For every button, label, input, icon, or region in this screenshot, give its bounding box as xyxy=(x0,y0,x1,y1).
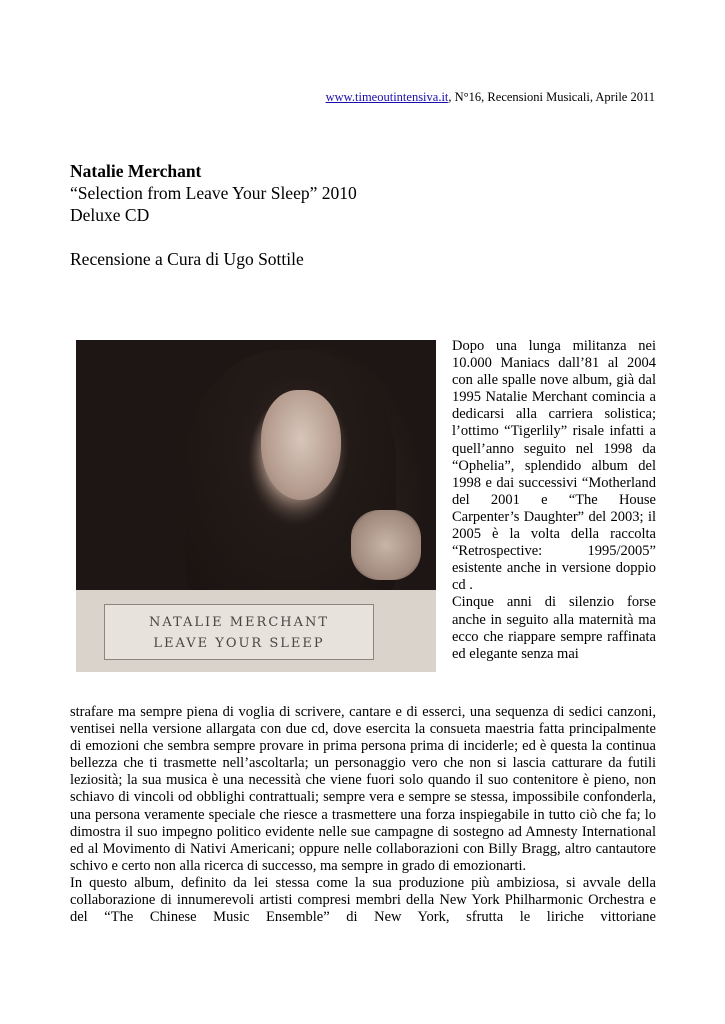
review-paragraph-3: In questo album, definito da lei stessa come la sua produzione più ambiziosa, si avvale della collaborazione di innumerevoli artisti compresi membri della New York Philharmonic Orchestra e del “The Chinese Music Ensemble” di New York, sfrutta le liriche vittoriane xyxy=(70,874,656,926)
review-paragraph-2-cont: strafare ma sempre piena di voglia di scrivere, cantare e di esserci, una sequenza di sedici canzoni, ventisei nella versione allargata con due cd, dove esercita la consueta maestria fatta principalmente di emozioni che sembra sempre provare in prima persona prima di inciderle; ed è questa la continua bellezza che ti trasmette nell’ascoltarla; un personaggio vero che non si lascia catturare da futili leziosità; la sua musica è una necessità che viene fuori solo quando il suo contenitore è pieno, non schiavo di vincoli od obblighi contrattuali; sempre vera e sempre se stessa, impossibile confonderla, una persona veramente speciale che riesce a trasmettere una forza inspiegabile in tutto ciò che fa; lo dimostra il suo impegno politico evidente nelle sue campagne di sostegno ad Amnesty International ed al Movimento di Nativi Americani; oppure nelle collaborazioni con Billy Bragg, altro cantautore schivo e certo non alla ricerca di successo, ma sempre in grado di emozionarti. xyxy=(70,704,656,874)
album-format: Deluxe CD xyxy=(70,205,150,225)
header-issue-info: , N°16, Recensioni Musicali, Aprile 2011 xyxy=(448,90,655,104)
review-paragraph-2-start: Cinque anni di silenzio forse anche in seguito alla maternità ma ecco che riappare sempre raffinata ed elegante senza mai xyxy=(452,594,656,662)
page-header xyxy=(326,90,655,105)
site-link[interactable]: www.timeoutintensiva.it xyxy=(325,90,449,104)
review-side-column xyxy=(452,338,656,663)
cover-album-text: LEAVE YOUR SLEEP xyxy=(153,636,325,651)
artist-name: Natalie Merchant xyxy=(70,161,202,181)
review-heading xyxy=(70,160,357,270)
album-cover-image xyxy=(76,340,436,672)
review-full-column xyxy=(70,704,656,926)
cover-label-area xyxy=(76,590,436,672)
cover-photo xyxy=(76,340,436,590)
review-paragraph-1: Dopo una lunga militanza nei 10.000 Maniacs dall’81 al 2004 con alle spalle nove album, già dal 1995 Natalie Merchant comincia a dedicarsi alla carriera solistica; l’ottimo “Tigerlily” risale infatti a quell’anno seguito nel 1998 da “Ophelia”, splendido album del 1998 e dai successivi “Motherland del 2001 e “The House Carpenter’s Daughter” del 2003; il 2005 è la volta della raccolta “Retrospective: 1995/2005” esistente anche in versione doppio cd . xyxy=(452,338,656,594)
cover-artist-text: NATALIE MERCHANT xyxy=(148,615,330,630)
cover-label xyxy=(104,604,374,660)
album-title: “Selection from Leave Your Sleep” 2010 xyxy=(70,183,357,203)
review-byline: Recensione a Cura di Ugo Sottile xyxy=(70,249,304,269)
